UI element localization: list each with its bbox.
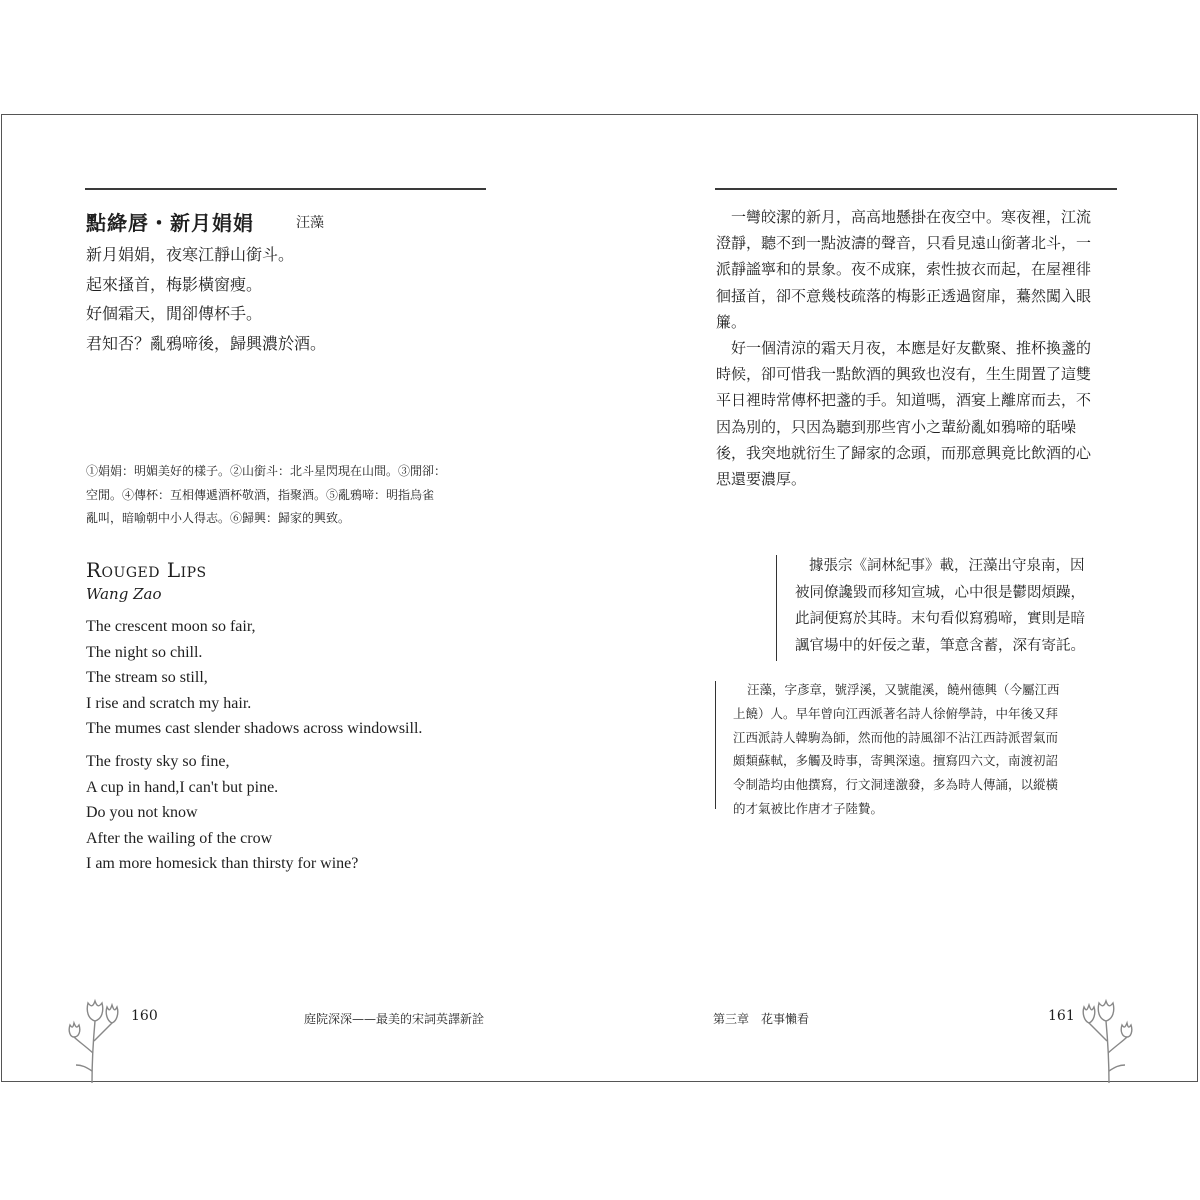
- quote-line: 被同僚讒毀而移知宣城，心中很是鬱悶煩躁，: [795, 584, 1085, 601]
- tulip-ornament-icon: [62, 993, 124, 1083]
- english-line: A cup in hand,I can't but pine.: [86, 778, 279, 796]
- english-stanza-2: [86, 749, 358, 877]
- paragraph-line: 好一個清涼的霜天月夜，本應是好友歡聚、推杯換盞的: [731, 339, 1092, 357]
- quote-line: 諷官場中的奸佞之輩，筆意含蓄，深有寄託。: [795, 637, 1085, 654]
- english-line: The night so chill.: [86, 643, 203, 661]
- english-title: Rouged Lips: [86, 558, 207, 582]
- poem-line: 君知否？亂鴉啼後，歸興濃於酒。: [86, 333, 327, 353]
- english-author: Wang Zao: [86, 585, 162, 603]
- footnote-line: 亂叫，暗喻朝中小人得志。⑥歸興：歸家的興致。: [86, 511, 351, 525]
- paragraph-2: [716, 335, 1120, 492]
- paragraph-line: 思還要濃厚。: [716, 470, 807, 489]
- page-number-left: 160: [131, 1008, 158, 1024]
- top-rule-left: [85, 188, 486, 190]
- top-rule-right: [715, 188, 1117, 190]
- footnote-line: ①娟娟：明媚美好的樣子。②山銜斗：北斗星閃現在山間。③閒卻：: [86, 464, 447, 478]
- quote-line: 據張宗《詞林紀事》載，汪藻出守泉南，因: [809, 558, 1085, 574]
- author-bio: [733, 678, 1120, 821]
- footnotes: [86, 460, 496, 531]
- english-line: I am more homesick than thirsty for wine?: [86, 855, 359, 872]
- bio-bar: [715, 681, 716, 809]
- poem-author: 汪藻: [296, 215, 324, 231]
- poem-line: 好個霜天，閒卻傳杯手。: [86, 304, 263, 323]
- quote-line: 此詞便寫於其時。末句看似寫鴉啼，實則是暗: [795, 611, 1085, 627]
- commentary-quote: [795, 553, 1121, 659]
- poem-title: 點絳唇・新月娟娟: [86, 211, 254, 235]
- paragraph-line: 因為別的，只因為聽到那些宵小之輩紛亂如鴉啼的聒噪: [716, 417, 1077, 436]
- bio-line: 頗類蘇軾，多觸及時事，寄興深遠。擅寫四六文，南渡初詔: [733, 753, 1059, 769]
- book-spread: [1, 114, 1198, 1082]
- english-line: I rise and scratch my hair.: [86, 694, 252, 712]
- english-line: The mumes cast slender shadows across windowsill.: [86, 720, 423, 737]
- paragraph-line: 時候，卻可惜我一點飲酒的興致也沒有，生生閒置了這雙: [716, 365, 1092, 384]
- paragraph-line: 澄靜，聽不到一點波濤的聲音，只看見遠山銜著北斗，一: [716, 234, 1092, 253]
- tulip-ornament-icon: [1077, 993, 1139, 1083]
- running-head-right: 第三章 花事懶看: [713, 1012, 810, 1026]
- bio-line: 上饒）人。早年曾向江西派著名詩人徐俯學詩，中年後又拜: [733, 705, 1059, 721]
- english-line: The stream so still,: [86, 669, 208, 686]
- page-number-right: 161: [1048, 1008, 1075, 1024]
- quote-bar: [776, 555, 777, 661]
- paragraph-line: 簾。: [716, 312, 747, 331]
- bio-line: 的才氣被比作唐才子陸贄。: [733, 800, 884, 816]
- poem-line: 起來搔首，梅影橫窗瘦。: [86, 274, 263, 294]
- paragraph-1: [716, 204, 1120, 335]
- paragraph-line: 徊搔首，卻不意幾枝疏落的梅影正透過窗扉，驀然闖入眼: [716, 286, 1092, 305]
- paragraph-line: 平日裡時常傳杯把盞的手。知道嗎，酒宴上離席而去，不: [716, 391, 1092, 410]
- paragraph-line: 後，我突地就衍生了歸家的念頭，而那意興竟比飲酒的心: [716, 443, 1092, 462]
- paragraph-line: 派靜謐寧和的景象。夜不成寐，索性披衣而起，在屋裡徘: [716, 260, 1092, 279]
- english-line: Do you not know: [86, 804, 198, 821]
- bio-line: 汪藻，字彥章，號浮溪，又號龍溪，饒州德興（今屬江西: [747, 682, 1060, 697]
- running-head-left: 庭院深深——最美的宋詞英譯新詮: [304, 1012, 485, 1026]
- bio-line: 令制誥均由他撰寫，行文洞達激發，多為時人傳誦，以縱橫: [733, 777, 1059, 793]
- english-line: After the wailing of the crow: [86, 829, 273, 847]
- english-stanza-1: [86, 614, 422, 742]
- poem-line: 新月娟娟，夜寒江靜山銜斗。: [86, 245, 295, 264]
- poem-lines: [86, 240, 326, 358]
- english-line: The frosty sky so fine,: [86, 753, 230, 770]
- english-line: The crescent moon so fair,: [86, 618, 256, 635]
- footnote-line: 空閒。④傳杯：互相傳遞酒杯敬酒，指聚酒。⑤亂鴉啼：明指烏雀: [86, 487, 435, 502]
- paragraph-line: 一彎皎潔的新月，高高地懸掛在夜空中。寒夜裡，江流: [731, 208, 1092, 226]
- bio-line: 江西派詩人韓駒為師，然而他的詩風卻不沾江西詩派習氣而: [733, 729, 1059, 745]
